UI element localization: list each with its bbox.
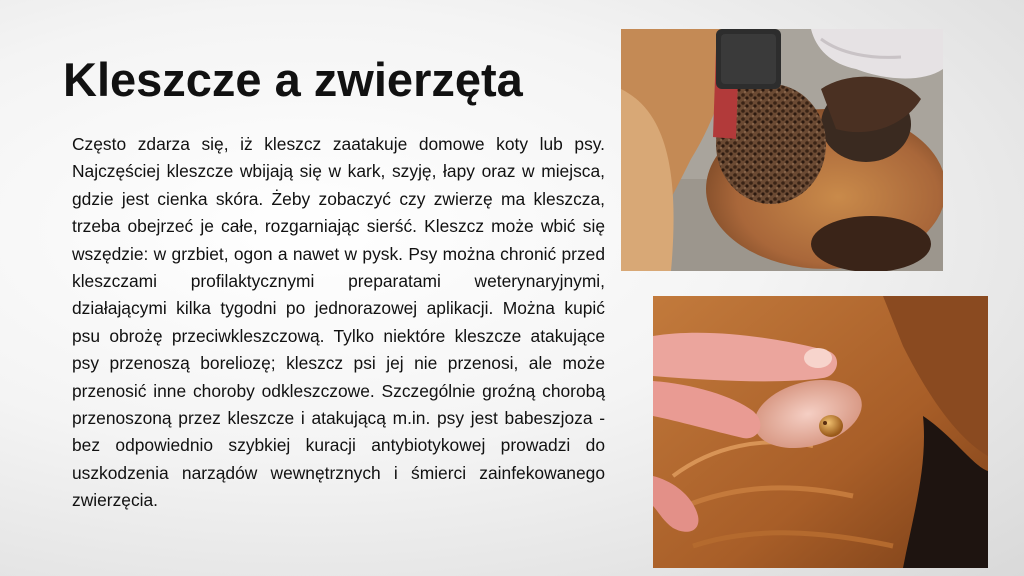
tick-on-dog-skin-illustration [653, 296, 988, 568]
dog-tick-infestation-illustration [621, 29, 943, 271]
photo-tick-on-dog-skin [653, 296, 988, 568]
slide-title: Kleszcze a zwierzęta [63, 53, 523, 106]
photo-dog-tick-infestation [621, 29, 943, 271]
slide-body-paragraph: Często zdarza się, iż kleszcz zaatakuje domowe koty lub psy. Najczęściej kleszcze wbijają się w kark, szyję, łapy oraz w miejsca, gdzie jest cienka skóra. Żeby zobaczyć czy zwierzę ma kleszcza, trzeba obejrzeć je całe, rozgarniając sierść. Kleszcz może wbić się wszędzie: w grzbiet, ogon a nawet w pysk. Psy można chronić przed kleszczami profilaktycznymi preparatami weterynaryjnymi, działającymi kilka tygodni po jednorazowej aplikacji. Można kupić psu obrożę przeciwkleszczową. Tylko niektóre kleszcze atakujące psy przenoszą boreliozę; kleszcz psi jej nie przenosi, ale może przenosić inne choroby odkleszczowe. Szczególnie groźną chorobą przenoszoną przez kleszcze i atakującą m.in. psy jest babeszjoza - bez odpowiednio szybkiej kuracji antybiotykowej prowadzi do uszkodzenia narządów wewnętrznych i śmierci zainfekowanego zwierzęcia. [72, 134, 605, 511]
